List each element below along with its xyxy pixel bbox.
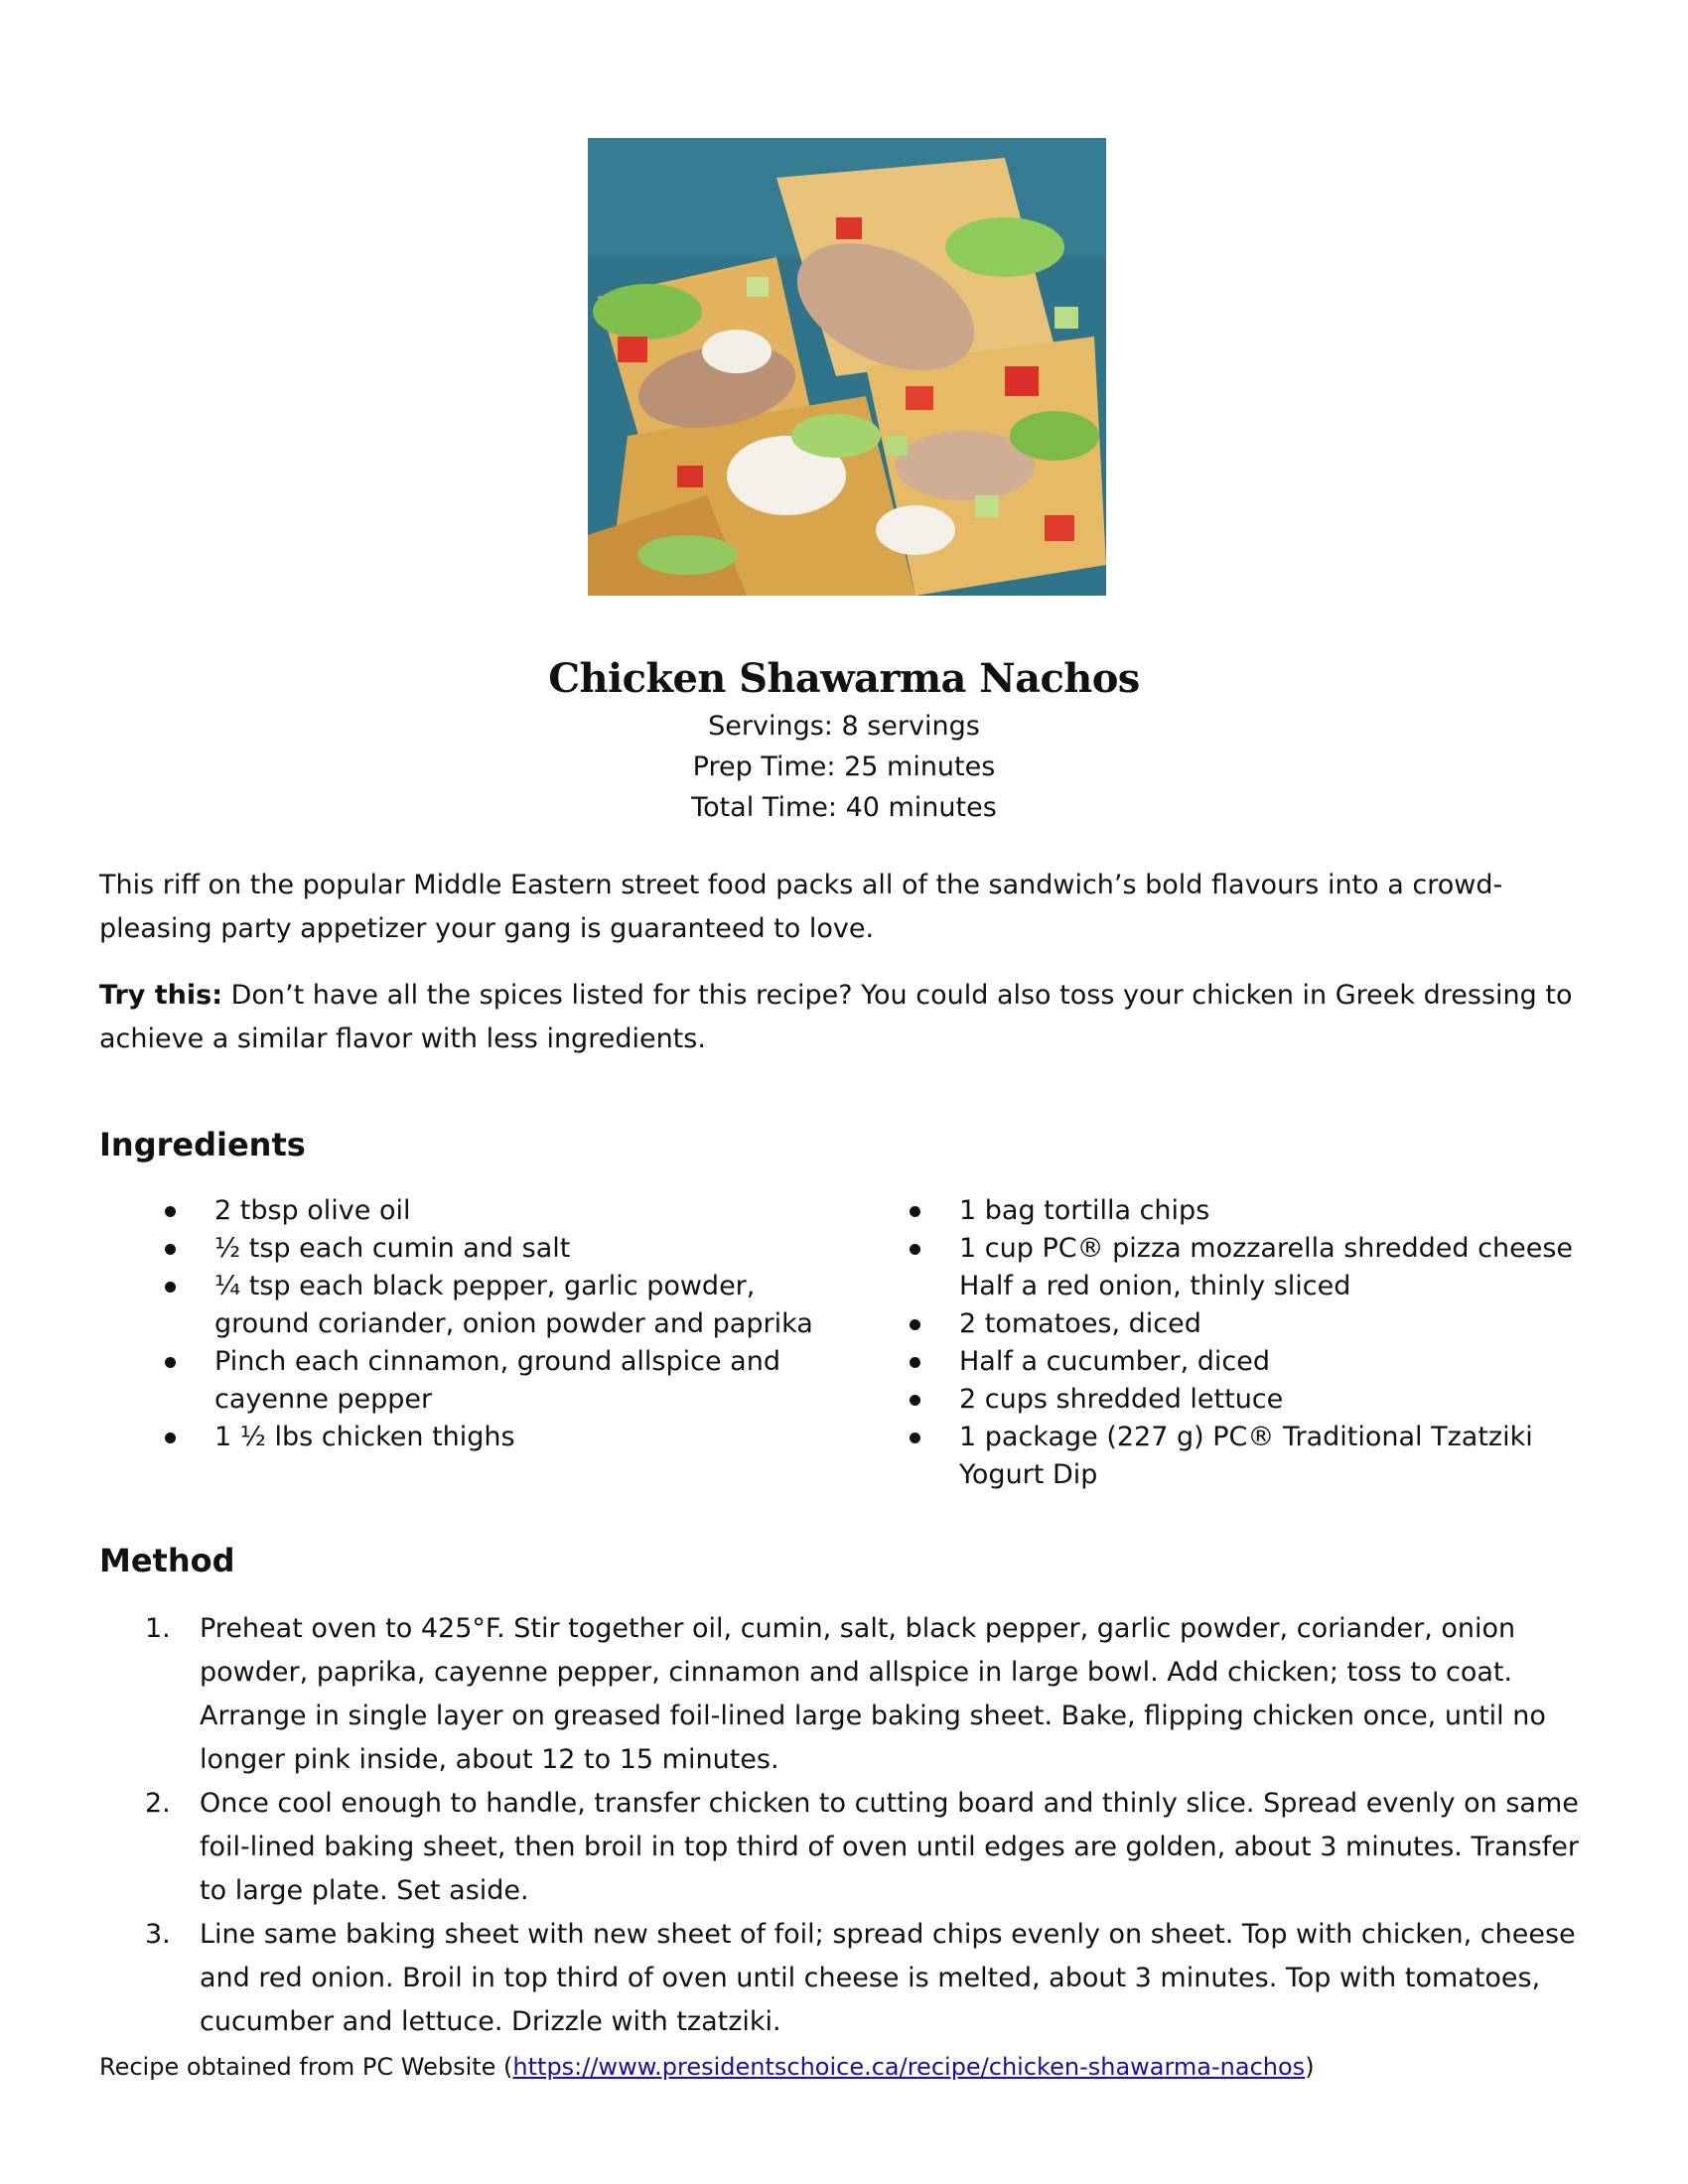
bullet xyxy=(165,1206,176,1217)
source-link[interactable]: https://www.presidentschoice.ca/recipe/chicken-shawarma-nachos xyxy=(512,2053,1306,2081)
list-item: 1 ½ lbs chicken thighs xyxy=(165,1419,820,1456)
method-step xyxy=(145,1913,1595,2044)
method-heading: Method xyxy=(99,1542,235,1579)
list-item: 2 tomatoes, diced xyxy=(910,1305,1585,1343)
total-time: Total Time: 40 minutes xyxy=(691,792,997,823)
prep-time: Prep Time: 25 minutes xyxy=(692,751,996,782)
step-number: 3. xyxy=(145,1919,171,1950)
ingredients-list-right xyxy=(910,1192,1585,1494)
list-item: 1 package (227 g) PC® Traditional Tzatziki Yogurt Dip xyxy=(910,1419,1585,1494)
nachos-photo-illustration xyxy=(588,138,1106,596)
list-item: Half a cucumber, diced xyxy=(910,1343,1585,1381)
bullet xyxy=(165,1357,176,1368)
recipe-photo xyxy=(588,138,1106,596)
list-item: ¼ tsp each black pepper, garlic powder, ground coriander, onion powder and paprika xyxy=(165,1268,820,1343)
bullet xyxy=(910,1319,920,1330)
tip-paragraph xyxy=(99,974,1589,1061)
intro-paragraph: This riff on the popular Middle Eastern street food packs all of the sandwich’s bold flavours into a crowd-pleasing party appetizer your gang is guaranteed to love. xyxy=(99,870,1503,944)
list-item: 1 bag tortilla chips xyxy=(910,1192,1585,1230)
bullet xyxy=(910,1244,920,1255)
method-step xyxy=(145,1607,1595,1782)
recipe-title: Chicken Shawarma Nachos xyxy=(548,655,1140,702)
list-item: 2 cups shredded lettuce xyxy=(910,1381,1585,1419)
bullet xyxy=(165,1433,176,1443)
list-item: Pinch each cinnamon, ground allspice and cayenne pepper xyxy=(165,1343,820,1419)
step-text: Once cool enough to handle, transfer chicken to cutting board and thinly slice. Spread evenly on same foil-lined baking sheet, then broil in top third of oven until edges are golden, about 3 minutes. Transfer to large plate. Set aside. xyxy=(200,1788,1580,1906)
ingredients-list-left xyxy=(165,1192,820,1456)
list-item: 1 cup PC® pizza mozzarella shredded cheese Half a red onion, thinly sliced xyxy=(910,1230,1585,1305)
step-text: Preheat oven to 425°F. Stir together oil, cumin, salt, black pepper, garlic powder, coriander, onion powder, paprika, cayenne pepper, cinnamon and allspice in large bowl. Add chicken; toss to coat. Arrange in single layer on greased foil-lined large baking sheet. Bake, flipping chicken once, until no longer pink inside, about 12 to 15 minutes. xyxy=(200,1613,1546,1775)
tip-label: Try this: xyxy=(99,980,223,1011)
step-text: Line same baking sheet with new sheet of foil; spread chips evenly on sheet. Top with chicken, cheese and red onion. Broil in top third of oven until cheese is melted, about 3 minutes. Top with tomatoes, cucumber and lettuce. Drizzle with tzatziki. xyxy=(200,1919,1576,2037)
bullet xyxy=(910,1357,920,1368)
tip-text: Don’t have all the spices listed for this recipe? You could also toss your chicken in Greek dressing to achieve a similar flavor with less ingredients. xyxy=(99,980,1573,1054)
bullet xyxy=(165,1282,176,1293)
bullet xyxy=(910,1206,920,1217)
bullet xyxy=(165,1244,176,1255)
source-footer: Recipe obtained from PC Website (https://www.presidentschoice.ca/recipe/chicken-shawarma-nachos) xyxy=(99,2053,1315,2081)
step-number: 2. xyxy=(145,1788,171,1819)
method-step xyxy=(145,1782,1595,1913)
bullet xyxy=(910,1395,920,1406)
ingredients-heading: Ingredients xyxy=(99,1126,306,1163)
bullet xyxy=(910,1433,920,1443)
servings: Servings: 8 servings xyxy=(708,711,980,742)
step-number: 1. xyxy=(145,1613,171,1644)
list-item: 2 tbsp olive oil xyxy=(165,1192,820,1230)
list-item: ½ tsp each cumin and salt xyxy=(165,1230,820,1268)
method-steps xyxy=(145,1607,1595,2044)
